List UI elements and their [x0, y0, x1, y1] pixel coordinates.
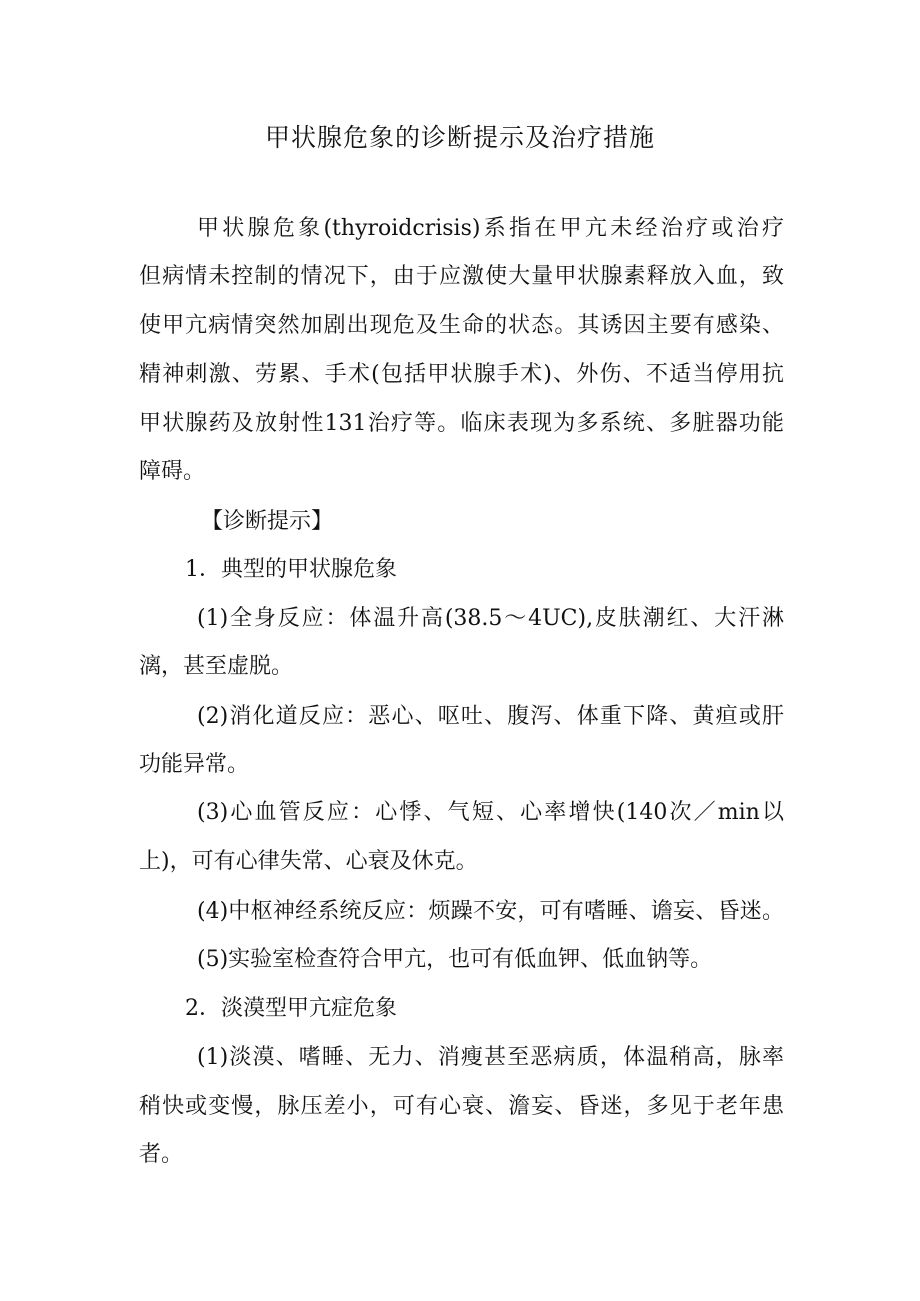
intro-line: 使甲亢病情突然加剧出现危及生命的状态。其诱因主要有感染、: [139, 313, 784, 338]
intro-line: 甲状腺危象(thyroidcrisis)系指在甲亢未经治疗或治疗: [197, 216, 784, 241]
intro-line: 甲状腺药及放射性131治疗等。临床表现为多系统、多脏器功能: [139, 411, 784, 436]
intro-line: 精神刺激、劳累、手术(包括甲状腺手术)、外伤、不适当停用抗: [139, 362, 784, 387]
section-heading: 【诊断提示】: [201, 509, 334, 534]
list-item-continuation: 稍快或变慢，脉压差小，可有心衰、澹妄、昏迷，多见于老年患: [139, 1094, 784, 1119]
list-item-continuation: 者。: [139, 1142, 184, 1167]
list-item: (1)淡漠、嗜睡、无力、消瘦甚至恶病质，体温稍高，脉率: [197, 1045, 784, 1070]
intro-line: 障碍。: [139, 459, 206, 484]
subheading-typical: 1．典型的甲状腺危象: [185, 557, 397, 582]
intro-line: 但病情未控制的情况下，由于应激使大量甲状腺素释放入血，致: [139, 264, 784, 289]
list-item: (1)全身反应：体温升高(38.5～4UC),皮肤潮红、大汗淋: [197, 606, 784, 631]
list-item-continuation: 功能异常。: [139, 752, 250, 777]
list-item: (4)中枢神经系统反应：烦躁不安，可有嗜睡、谵妄、昏迷。: [197, 899, 784, 924]
subheading-apathetic: 2．淡漠型甲亢症危象: [185, 996, 397, 1021]
list-item-continuation: 上)，可有心律失常、心衰及休克。: [139, 849, 478, 874]
list-item: (3)心血管反应：心悸、气短、心率增快(140次／min以: [197, 800, 784, 825]
list-item: (2)消化道反应：恶心、呕吐、腹泻、体重下降、黄疸或肝: [197, 704, 784, 729]
document-title: 甲状腺危象的诊断提示及治疗措施: [264, 123, 655, 152]
list-item: (5)实验室检查符合甲亢，也可有低血钾、低血钠等。: [197, 947, 713, 972]
list-item-continuation: 漓，甚至虚脱。: [139, 654, 294, 679]
